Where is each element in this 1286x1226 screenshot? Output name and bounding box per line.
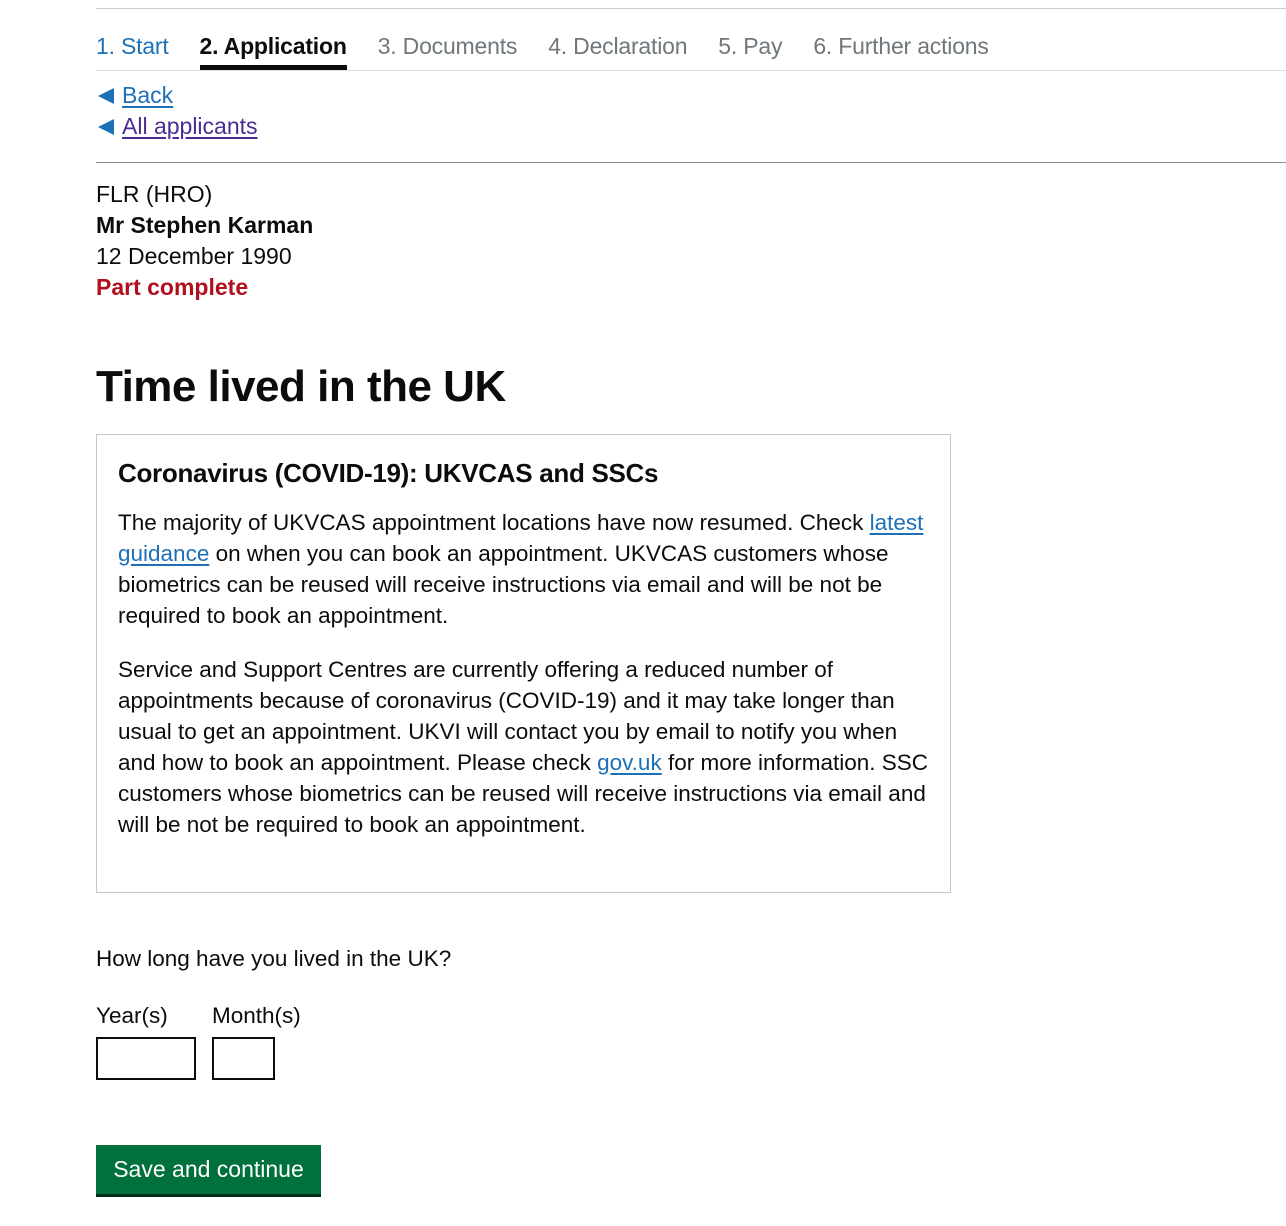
step-navigation (96, 24, 1286, 71)
notice-p1-text-after: on when you can book an appointment. UKVCAS customers whose biometrics can be reused will receive instructions via email and will be not be required to book an appointment. (118, 541, 889, 628)
all-applicants-link-label: All applicants (122, 113, 258, 139)
save-and-continue-button[interactable]: Save and continue (96, 1145, 321, 1194)
step-application: 2. Application (200, 24, 347, 70)
notice-p2-text-after: for more information. SSC customers whose biometrics can be reused will receive instructions via email and will be not be required to book an appointment. (118, 750, 929, 837)
section-divider (96, 162, 1286, 163)
notice-paragraph-2 (118, 654, 929, 840)
latest-guidance-link[interactable]: latest guidance (118, 510, 924, 566)
triangle-left-icon (98, 119, 114, 135)
duration-input-group (96, 1000, 317, 1080)
step-declaration: 4. Declaration (548, 33, 688, 59)
applicant-name: Mr Stephen Karman (96, 212, 314, 238)
step-start[interactable]: 1. Start (96, 33, 169, 59)
status-badge: Part complete (96, 274, 249, 300)
months-label: Month(s) (212, 1003, 301, 1028)
applicant-dob: 12 December 1990 (96, 243, 292, 269)
notice-heading: Coronavirus (COVID-19): UKVCAS and SSCs (118, 458, 659, 488)
back-links (96, 80, 258, 142)
notice-p2-text-before: Service and Support Centres are currently offering a reduced number of appointments because of coronavirus (COVID-19) and it may take longer than usual to get an appointment. UKVI will contact you by email to notify you when and how to book an appointment. Please check (118, 657, 898, 775)
step-documents: 3. Documents (377, 33, 518, 59)
page-container (96, 0, 1286, 1226)
top-divider (96, 8, 1286, 9)
back-link-label: Back (122, 82, 174, 108)
page-title: Time lived in the UK (96, 362, 506, 411)
months-item (212, 1000, 301, 1080)
question-label: How long have you lived in the UK? (96, 946, 452, 971)
application-type: FLR (HRO) (96, 181, 213, 207)
covid-notice-panel (96, 434, 951, 893)
years-label: Year(s) (96, 1003, 168, 1028)
step-further-actions: 6. Further actions (813, 33, 989, 59)
years-input[interactable] (96, 1037, 196, 1080)
applicant-summary (96, 179, 313, 303)
notice-paragraph-1 (118, 507, 929, 631)
gov-uk-link[interactable]: gov.uk (597, 750, 662, 775)
back-link[interactable] (96, 80, 258, 111)
step-pay: 5. Pay (718, 33, 783, 59)
years-item (96, 1000, 196, 1080)
notice-p1-text-before: The majority of UKVCAS appointment locations have now resumed. Check (118, 510, 870, 535)
all-applicants-link[interactable] (96, 111, 258, 142)
months-input[interactable] (212, 1037, 275, 1080)
triangle-left-icon (98, 88, 114, 104)
